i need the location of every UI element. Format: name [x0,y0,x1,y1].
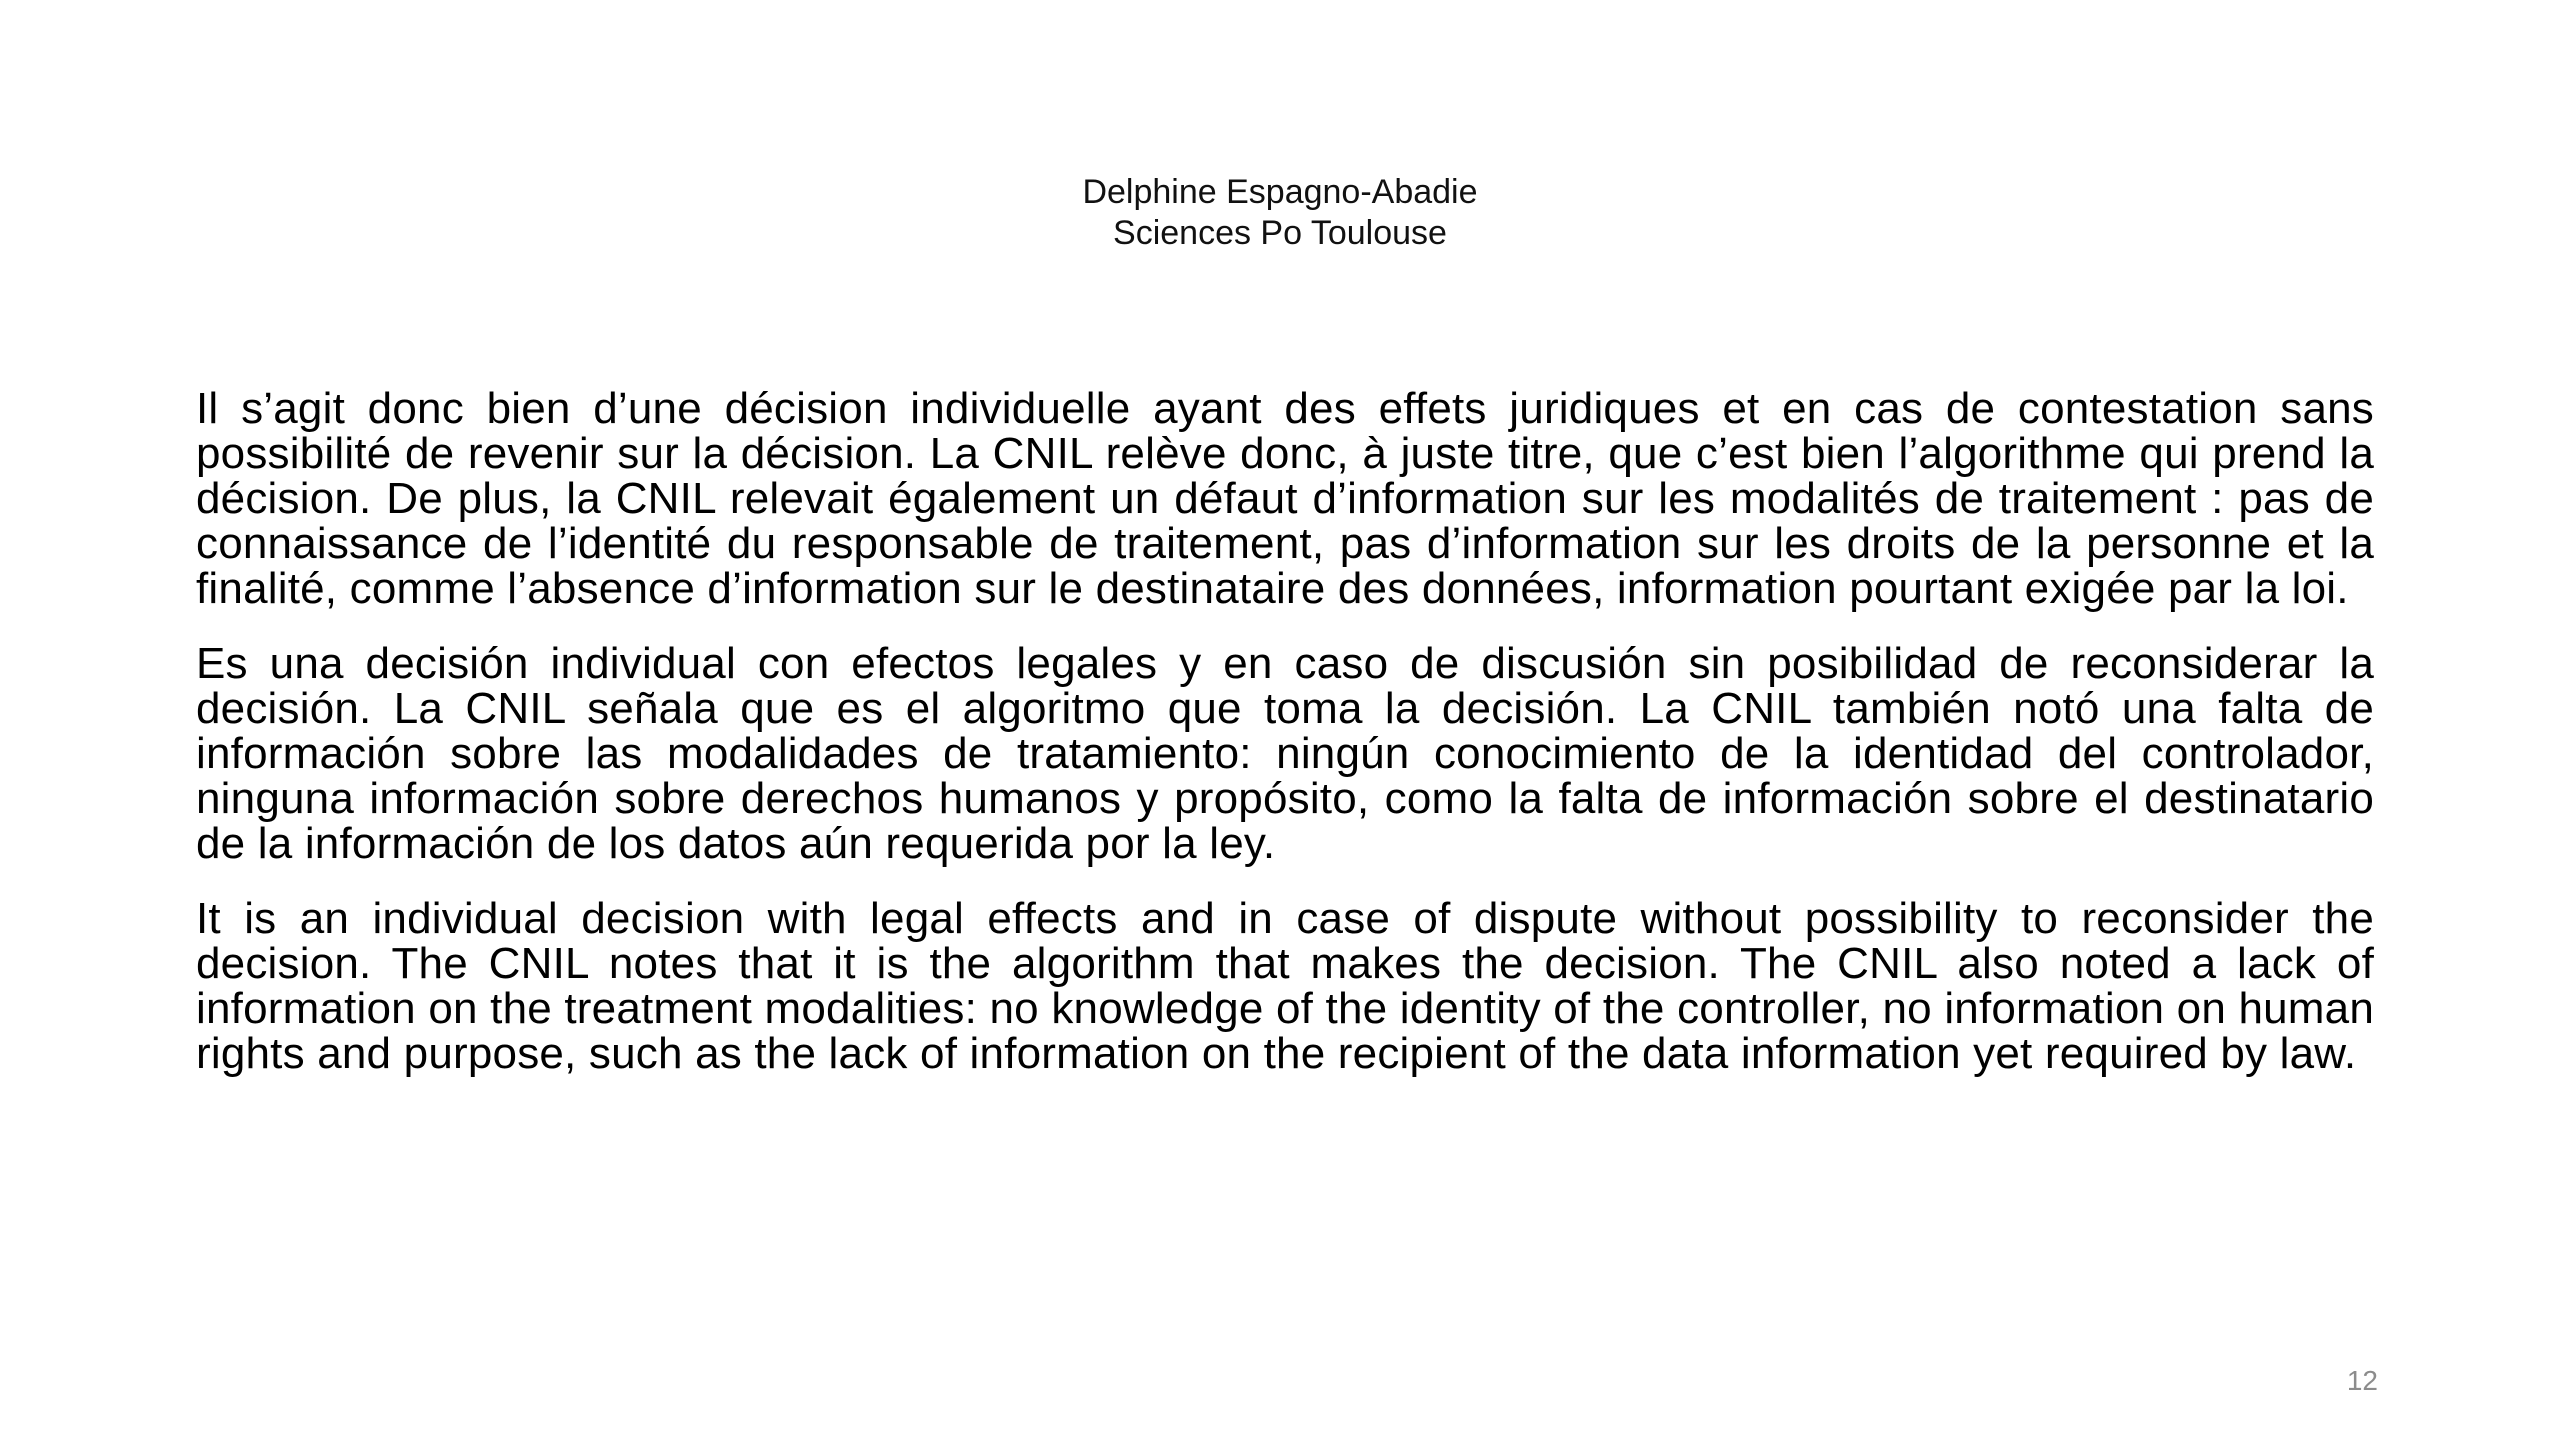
author-name: Delphine Espagno-Abadie [1082,173,1478,211]
slide-body [196,386,2374,1076]
institution-name: Sciences Po Toulouse [1113,214,1447,252]
paragraph-english: It is an individual decision with legal effects and in case of dispute without possibility to reconsider the decision. The CNIL notes that it is the algorithm that makes the decision. The CNIL also noted a lack of information on the treatment modalities: no knowledge of the identity of the controller, no information on human rights and purpose, such as the lack of information on the recipient of the data information yet required by law. [196,894,2374,1078]
paragraph-french: Il s’agit donc bien d’une décision individuelle ayant des effets juridiques et en cas de contestation sans possibilité de revenir sur la décision. La CNIL relève donc, à juste titre, que c’est bien l’algorithme qui prend la décision. De plus, la CNIL relevait également un défaut d’information sur les modalités de traitement : pas de connaissance de l’identité du responsable de traitement, pas d’information sur les droits de la personne et la finalité, comme l’absence d’information sur le destinataire des données, information pourtant exigée par la loi. [196,384,2374,613]
paragraph-spanish: Es una decisión individual con efectos legales y en caso de discusión sin posibilidad de reconsiderar la decisión. La CNIL señala que es el algoritmo que toma la decisión. La CNIL también notó una falta de información sobre las modalidades de tratamiento: ningún conocimiento de la identidad del controlador, ninguna información sobre derechos humanos y propósito, como la falta de información sobre el destinatario de la información de los datos aún requerida por la ley. [196,639,2374,868]
page-number: 12 [2346,1365,2378,1396]
slide-header [0,172,2560,254]
